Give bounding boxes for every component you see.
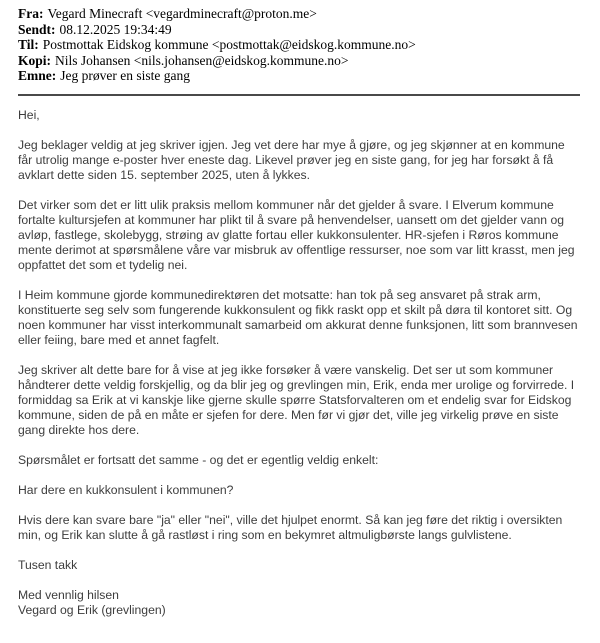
header-row-subject — [18, 68, 580, 84]
from-label: Fra: — [18, 6, 44, 21]
from-value: Vegard Minecraft <vegardminecraft@proton.me> — [47, 6, 317, 21]
to-label: Til: — [18, 37, 39, 52]
signature-line-2: Vegard og Erik (grevlingen) — [18, 602, 166, 617]
header-row-to — [18, 37, 580, 53]
header-divider — [18, 94, 580, 96]
paragraph-answer-request: Hvis dere kan svare bare "ja" eller "nei", ville det hjulpet enormt. Så kan jeg føre det riktig i oversikten min, og Erik kan slutte å gå rastløst i ring som en bekymret altmuligbørste langs gulvlistene. — [18, 512, 563, 542]
paragraph-practice: Det virker som det er litt ulik praksis mellom kommuner når det gjelder å svare. I Elverum kommune fortalte kultursjefen at kommuner har plikt til å svare på henvendelser, uansett om det gjelder vann og avløp, fastlege, skolebygg, strøing av glatte fortau eller kukkonsulenter. HR-sjefen i Røros kommune mente derimot at spørsmålene våre var misbruk av offentlige ressurser, noe som var litt krasst, men jeg oppfattet det som et tydelig nei. — [18, 197, 575, 272]
to-value: Postmottak Eidskog kommune <postmottak@eidskog.kommune.no> — [42, 37, 416, 52]
greeting: Hei, — [18, 107, 40, 122]
subject-label: Emne: — [18, 68, 57, 83]
sent-label: Sendt: — [18, 21, 56, 37]
paragraph-thanks: Tusen takk — [18, 557, 78, 572]
paragraph-question: Har dere en kukkonsulent i kommunen? — [18, 482, 234, 497]
header-row-from — [18, 6, 580, 22]
cc-value: Nils Johansen <nils.johansen@eidskog.kommune.no> — [55, 52, 349, 68]
signature — [18, 588, 580, 618]
email-body — [18, 108, 580, 618]
subject-value: Jeg prøver en siste gang — [60, 68, 190, 83]
header-row-sent — [18, 22, 580, 38]
paragraph-heim: I Heim kommune gjorde kommunedirektøren det motsatte: han tok på seg ansvaret på strak arm, konstituerte seg selv som fungerende kukkonsulent og fikk raskt opp et skilt på døra til kontoret sitt. Og noen kommuner har visst interkommunalt samarbeid om akkurat denne funksjonen, litt som brannvesen eller feiing, bare med et annet fagfelt. — [18, 287, 578, 347]
paragraph-erik: Jeg skriver alt dette bare for å vise at jeg ikke forsøker å være vanskelig. Det ser ut som kommuner håndterer dette veldig forskjellig, og da blir jeg og grevlingen min, Erik, enda mer urolige og forvirrede. I formiddag sa Erik at vi kanskje like gjerne skulle spørre Statsforvalteren om et endelig svar for Eidskog kommune, siden de på en måte er sjefen for dere. Men før vi gjør det, ville jeg virkelig prøve en siste gang direkte hos dere. — [18, 362, 575, 437]
cc-label: Kopi: — [18, 52, 52, 68]
paragraph-apology: Jeg beklager veldig at jeg skriver igjen. Jeg vet dere har mye å gjøre, og jeg skjønner at en kommune får utrolig mange e-poster hver eneste dag. Likevel prøver jeg en siste gang, for jeg har forsøkt å få avklart dette siden 15. september 2025, uten å lykkes. — [18, 137, 565, 182]
header-row-cc — [18, 53, 580, 69]
signature-line-1: Med vennlig hilsen — [18, 587, 119, 602]
email-header-block — [18, 6, 580, 84]
paragraph-question-intro: Spørsmålet er fortsatt det samme - og det er egentlig veldig enkelt: — [18, 452, 379, 467]
sent-value: 08.12.2025 19:34:49 — [59, 21, 172, 37]
